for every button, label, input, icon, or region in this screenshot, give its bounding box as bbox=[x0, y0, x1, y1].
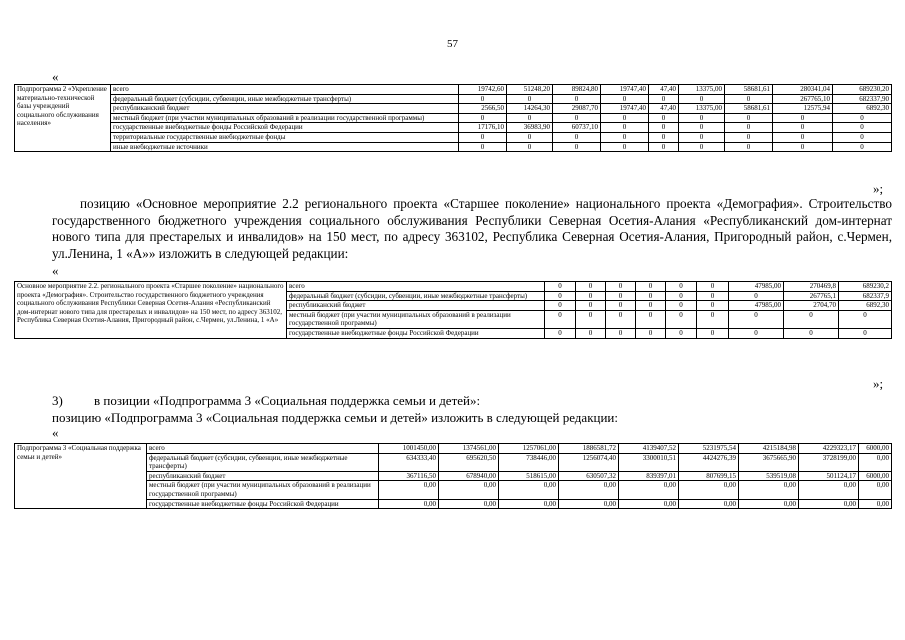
value-cell: 0 bbox=[729, 291, 784, 301]
funding-source-cell: государственные внебюджетные фонды Российской Федерации bbox=[111, 123, 459, 133]
funding-source-cell: всего bbox=[111, 85, 459, 95]
value-cell: 518615,00 bbox=[499, 471, 559, 481]
value-cell: 0 bbox=[636, 310, 666, 328]
value-cell: 0 bbox=[576, 328, 606, 338]
value-cell: 0 bbox=[725, 123, 773, 133]
funding-source-cell: федеральный бюджет (субсидии, субвенции, иные межбюджетные трансферты) bbox=[111, 94, 459, 104]
value-cell: 1886581,72 bbox=[559, 444, 619, 454]
value-cell: 0,00 bbox=[559, 481, 619, 499]
value-cell: 839397,01 bbox=[619, 471, 679, 481]
value-cell: 0 bbox=[649, 94, 679, 104]
value-cell: 0 bbox=[725, 113, 773, 123]
value-cell: 3300010,51 bbox=[619, 453, 679, 471]
table-row bbox=[15, 142, 892, 152]
value-cell: 0 bbox=[773, 123, 833, 133]
value-cell: 0 bbox=[606, 310, 636, 328]
value-cell: 0 bbox=[784, 328, 839, 338]
value-cell: 0 bbox=[649, 132, 679, 142]
funding-source-cell: республиканский бюджет bbox=[287, 301, 545, 311]
value-cell: 0,00 bbox=[439, 499, 499, 509]
value-cell: 0 bbox=[636, 301, 666, 311]
value-cell: 0 bbox=[666, 328, 697, 338]
value-cell: 0 bbox=[507, 132, 553, 142]
funding-source-cell: территориальные государственные внебюджетные фонды bbox=[111, 132, 459, 142]
value-cell: 0 bbox=[729, 310, 784, 328]
value-cell: 0 bbox=[697, 282, 729, 292]
value-cell: 0 bbox=[773, 142, 833, 152]
value-cell: 0 bbox=[545, 301, 576, 311]
value-cell: 0 bbox=[697, 291, 729, 301]
program-name-cell: Основное мероприятие 2.2. регионального проекта «Старшее поколение» национального проекта «Демография». Строительство государственного бюджетного учреждения социального обслуживания Республики Северная Осетия-Алания «Республиканский дом-интернат нового типа для престарелых и инвалидов» на 150 мест, по адресу 363102, Республика Северная Осетия-Алания, Пригородный район, с.Чермен, ул.Ленина, 1 «А» bbox=[15, 282, 287, 339]
value-cell: 689230,2 bbox=[839, 282, 892, 292]
value-cell: 682337,90 bbox=[833, 94, 892, 104]
value-cell: 0 bbox=[576, 310, 606, 328]
value-cell: 36983,90 bbox=[507, 123, 553, 133]
funding-source-cell: иные внебюджетные источники bbox=[111, 142, 459, 152]
value-cell: 0 bbox=[833, 113, 892, 123]
funding-source-cell: государственные внебюджетные фонды Российской Федерации bbox=[147, 499, 379, 509]
value-cell: 539519,08 bbox=[739, 471, 799, 481]
value-cell: 0,00 bbox=[619, 499, 679, 509]
value-cell: 0,00 bbox=[679, 499, 739, 509]
value-cell: 501124,17 bbox=[799, 471, 859, 481]
value-cell: 0,00 bbox=[799, 481, 859, 499]
value-cell: 0 bbox=[507, 94, 553, 104]
program-name-cell: Подпрограмма 2 «Укрепление материально-технической базы учреждений социального обслуживания населения» bbox=[15, 85, 111, 152]
value-cell: 4215184,98 bbox=[739, 444, 799, 454]
value-cell: 689230,20 bbox=[833, 85, 892, 95]
value-cell: 60737,10 bbox=[553, 123, 601, 133]
value-cell: 1001450,00 bbox=[379, 444, 439, 454]
value-cell: 682337,9 bbox=[839, 291, 892, 301]
open-quote-2: « bbox=[52, 263, 59, 278]
paragraph-position-2-2: позицию «Основное мероприятие 2.2 регионального проекта «Старшее поколение» национального проекта «Демография». Строительство государственного бюджетного учреждения социального обслуживания Республики Северная Осетия-Алания «Республиканский дом-интернат нового типа для престарелых и инвалидов» на 150 мест, по адресу 363102, Республика Северная Осетия-Алания, Пригородный район, с.Чермен, ул.Ленина, 1 «А»» изложить в следующей редакции: bbox=[52, 196, 892, 261]
value-cell: 267765,1 bbox=[784, 291, 839, 301]
value-cell: 1374561,00 bbox=[439, 444, 499, 454]
value-cell: 0,00 bbox=[559, 499, 619, 509]
value-cell: 6892,30 bbox=[833, 104, 892, 114]
value-cell: 0 bbox=[697, 328, 729, 338]
value-cell: 0 bbox=[553, 132, 601, 142]
value-cell: 0,00 bbox=[859, 453, 892, 471]
value-cell: 47,40 bbox=[649, 85, 679, 95]
funding-source-cell: государственные внебюджетные фонды Российской Федерации bbox=[287, 328, 545, 338]
value-cell: 0,00 bbox=[439, 481, 499, 499]
close-quote-1: »; bbox=[873, 181, 884, 196]
value-cell: 0 bbox=[636, 291, 666, 301]
subprogram-2-table bbox=[14, 84, 892, 152]
value-cell: 0 bbox=[601, 123, 649, 133]
value-cell: 0 bbox=[839, 310, 892, 328]
value-cell: 0 bbox=[666, 310, 697, 328]
value-cell: 630507,32 bbox=[559, 471, 619, 481]
value-cell: 0 bbox=[601, 142, 649, 152]
table-row bbox=[15, 471, 892, 481]
value-cell: 47985,00 bbox=[729, 282, 784, 292]
value-cell: 13375,00 bbox=[679, 85, 725, 95]
value-cell: 6000,00 bbox=[859, 444, 892, 454]
value-cell: 0 bbox=[601, 94, 649, 104]
funding-source-cell: всего bbox=[147, 444, 379, 454]
value-cell: 47,40 bbox=[649, 104, 679, 114]
value-cell: 12575,94 bbox=[773, 104, 833, 114]
funding-source-cell: местный бюджет (при участии муниципальных образований в реализации государственной программы) bbox=[147, 481, 379, 499]
value-cell: 51248,20 bbox=[507, 85, 553, 95]
value-cell: 14264,30 bbox=[507, 104, 553, 114]
value-cell: 0 bbox=[839, 328, 892, 338]
value-cell: 0 bbox=[729, 328, 784, 338]
value-cell: 0 bbox=[697, 301, 729, 311]
open-quote-3: « bbox=[52, 425, 59, 440]
value-cell: 0 bbox=[459, 132, 507, 142]
value-cell: 0 bbox=[606, 301, 636, 311]
value-cell: 0 bbox=[649, 113, 679, 123]
value-cell: 0 bbox=[507, 113, 553, 123]
value-cell: 0 bbox=[459, 113, 507, 123]
value-cell: 6892,30 bbox=[839, 301, 892, 311]
funding-source-cell: местный бюджет (при участии муниципальных образований в реализации государственной программы) bbox=[111, 113, 459, 123]
table-row bbox=[15, 94, 892, 104]
value-cell: 0 bbox=[725, 94, 773, 104]
value-cell: 0,00 bbox=[739, 481, 799, 499]
value-cell: 0 bbox=[666, 301, 697, 311]
funding-source-cell: республиканский бюджет bbox=[111, 104, 459, 114]
value-cell: 0 bbox=[784, 310, 839, 328]
value-cell: 0 bbox=[636, 282, 666, 292]
value-cell: 0 bbox=[553, 94, 601, 104]
table-row bbox=[15, 453, 892, 471]
value-cell: 695620,50 bbox=[439, 453, 499, 471]
value-cell: 0 bbox=[679, 113, 725, 123]
value-cell: 0 bbox=[679, 123, 725, 133]
value-cell: 0,00 bbox=[379, 481, 439, 499]
value-cell: 738446,00 bbox=[499, 453, 559, 471]
value-cell: 0 bbox=[649, 123, 679, 133]
value-cell: 0 bbox=[601, 113, 649, 123]
value-cell: 2566,50 bbox=[459, 104, 507, 114]
value-cell: 267765,10 bbox=[773, 94, 833, 104]
value-cell: 0 bbox=[679, 94, 725, 104]
subprogram-3-table bbox=[14, 443, 892, 509]
value-cell: 0 bbox=[773, 132, 833, 142]
measure-2-2-table bbox=[14, 281, 892, 339]
value-cell: 47985,00 bbox=[729, 301, 784, 311]
value-cell: 3675665,90 bbox=[739, 453, 799, 471]
value-cell: 5231975,54 bbox=[679, 444, 739, 454]
value-cell: 0 bbox=[545, 328, 576, 338]
value-cell: 0 bbox=[666, 282, 697, 292]
funding-source-cell: местный бюджет (при участии муниципальных образований в реализации государственной программы) bbox=[287, 310, 545, 328]
open-quote-1: « bbox=[52, 69, 59, 84]
table-row bbox=[15, 499, 892, 509]
table-row bbox=[15, 444, 892, 454]
value-cell: 0 bbox=[545, 291, 576, 301]
funding-source-cell: республиканский бюджет bbox=[147, 471, 379, 481]
value-cell: 0 bbox=[606, 291, 636, 301]
program-name-cell: Подпрограмма 3 «Социальная поддержка семьи и детей» bbox=[15, 444, 147, 509]
value-cell: 2704,70 bbox=[784, 301, 839, 311]
value-cell: 0 bbox=[507, 142, 553, 152]
table-row bbox=[15, 104, 892, 114]
value-cell: 0,00 bbox=[619, 481, 679, 499]
value-cell: 0 bbox=[606, 328, 636, 338]
value-cell: 0 bbox=[679, 132, 725, 142]
value-cell: 1256074,40 bbox=[559, 453, 619, 471]
value-cell: 270469,8 bbox=[784, 282, 839, 292]
value-cell: 0 bbox=[773, 113, 833, 123]
value-cell: 29087,70 bbox=[553, 104, 601, 114]
value-cell: 0,00 bbox=[379, 499, 439, 509]
value-cell: 4229323,17 bbox=[799, 444, 859, 454]
value-cell: 0,00 bbox=[799, 499, 859, 509]
page-number: 57 bbox=[447, 38, 458, 50]
value-cell: 0 bbox=[553, 142, 601, 152]
value-cell: 0,00 bbox=[859, 499, 892, 509]
value-cell: 280341,04 bbox=[773, 85, 833, 95]
value-cell: 678940,00 bbox=[439, 471, 499, 481]
value-cell: 0,00 bbox=[679, 481, 739, 499]
value-cell: 0,00 bbox=[739, 499, 799, 509]
value-cell: 0 bbox=[666, 291, 697, 301]
item-3-number: 3) bbox=[52, 393, 63, 408]
value-cell: 0 bbox=[725, 142, 773, 152]
value-cell: 0 bbox=[833, 123, 892, 133]
value-cell: 0 bbox=[576, 282, 606, 292]
value-cell: 0 bbox=[833, 132, 892, 142]
value-cell: 0 bbox=[553, 113, 601, 123]
funding-source-cell: федеральный бюджет (субсидии, субвенции, иные межбюджетные трансферты) bbox=[287, 291, 545, 301]
value-cell: 6000,00 bbox=[859, 471, 892, 481]
value-cell: 0 bbox=[601, 132, 649, 142]
value-cell: 58681,61 bbox=[725, 104, 773, 114]
value-cell: 0 bbox=[679, 142, 725, 152]
value-cell: 0 bbox=[545, 282, 576, 292]
value-cell: 19747,40 bbox=[601, 85, 649, 95]
value-cell: 17176,10 bbox=[459, 123, 507, 133]
value-cell: 0 bbox=[576, 291, 606, 301]
value-cell: 58681,61 bbox=[725, 85, 773, 95]
value-cell: 634333,40 bbox=[379, 453, 439, 471]
value-cell: 1257061,00 bbox=[499, 444, 559, 454]
value-cell: 0 bbox=[606, 282, 636, 292]
value-cell: 0 bbox=[459, 142, 507, 152]
value-cell: 0 bbox=[576, 301, 606, 311]
table-row bbox=[15, 85, 892, 95]
value-cell: 0 bbox=[545, 310, 576, 328]
table-row bbox=[15, 123, 892, 133]
funding-source-cell: федеральный бюджет (субсидии, субвенции, иные межбюджетные трансферты) bbox=[147, 453, 379, 471]
value-cell: 4139407,52 bbox=[619, 444, 679, 454]
value-cell: 0 bbox=[459, 94, 507, 104]
table-row bbox=[15, 113, 892, 123]
value-cell: 4424276,39 bbox=[679, 453, 739, 471]
table-row bbox=[15, 132, 892, 142]
value-cell: 0 bbox=[833, 142, 892, 152]
value-cell: 0,00 bbox=[499, 481, 559, 499]
value-cell: 0,00 bbox=[859, 481, 892, 499]
value-cell: 89824,80 bbox=[553, 85, 601, 95]
value-cell: 19742,60 bbox=[459, 85, 507, 95]
table-row bbox=[15, 481, 892, 499]
funding-source-cell: всего bbox=[287, 282, 545, 292]
item-3-line-2: позицию «Подпрограмма 3 «Социальная поддержка семьи и детей» изложить в следующей редакции: bbox=[52, 410, 618, 425]
value-cell: 13375,00 bbox=[679, 104, 725, 114]
table-row bbox=[15, 282, 892, 292]
value-cell: 0 bbox=[725, 132, 773, 142]
value-cell: 807699,15 bbox=[679, 471, 739, 481]
value-cell: 19747,40 bbox=[601, 104, 649, 114]
value-cell: 0,00 bbox=[499, 499, 559, 509]
value-cell: 0 bbox=[649, 142, 679, 152]
value-cell: 0 bbox=[636, 328, 666, 338]
item-3-text: в позиции «Подпрограмма 3 «Социальная поддержка семьи и детей»: bbox=[94, 393, 481, 408]
value-cell: 0 bbox=[697, 310, 729, 328]
value-cell: 3728199,00 bbox=[799, 453, 859, 471]
close-quote-2: »; bbox=[873, 376, 884, 391]
value-cell: 367116,50 bbox=[379, 471, 439, 481]
